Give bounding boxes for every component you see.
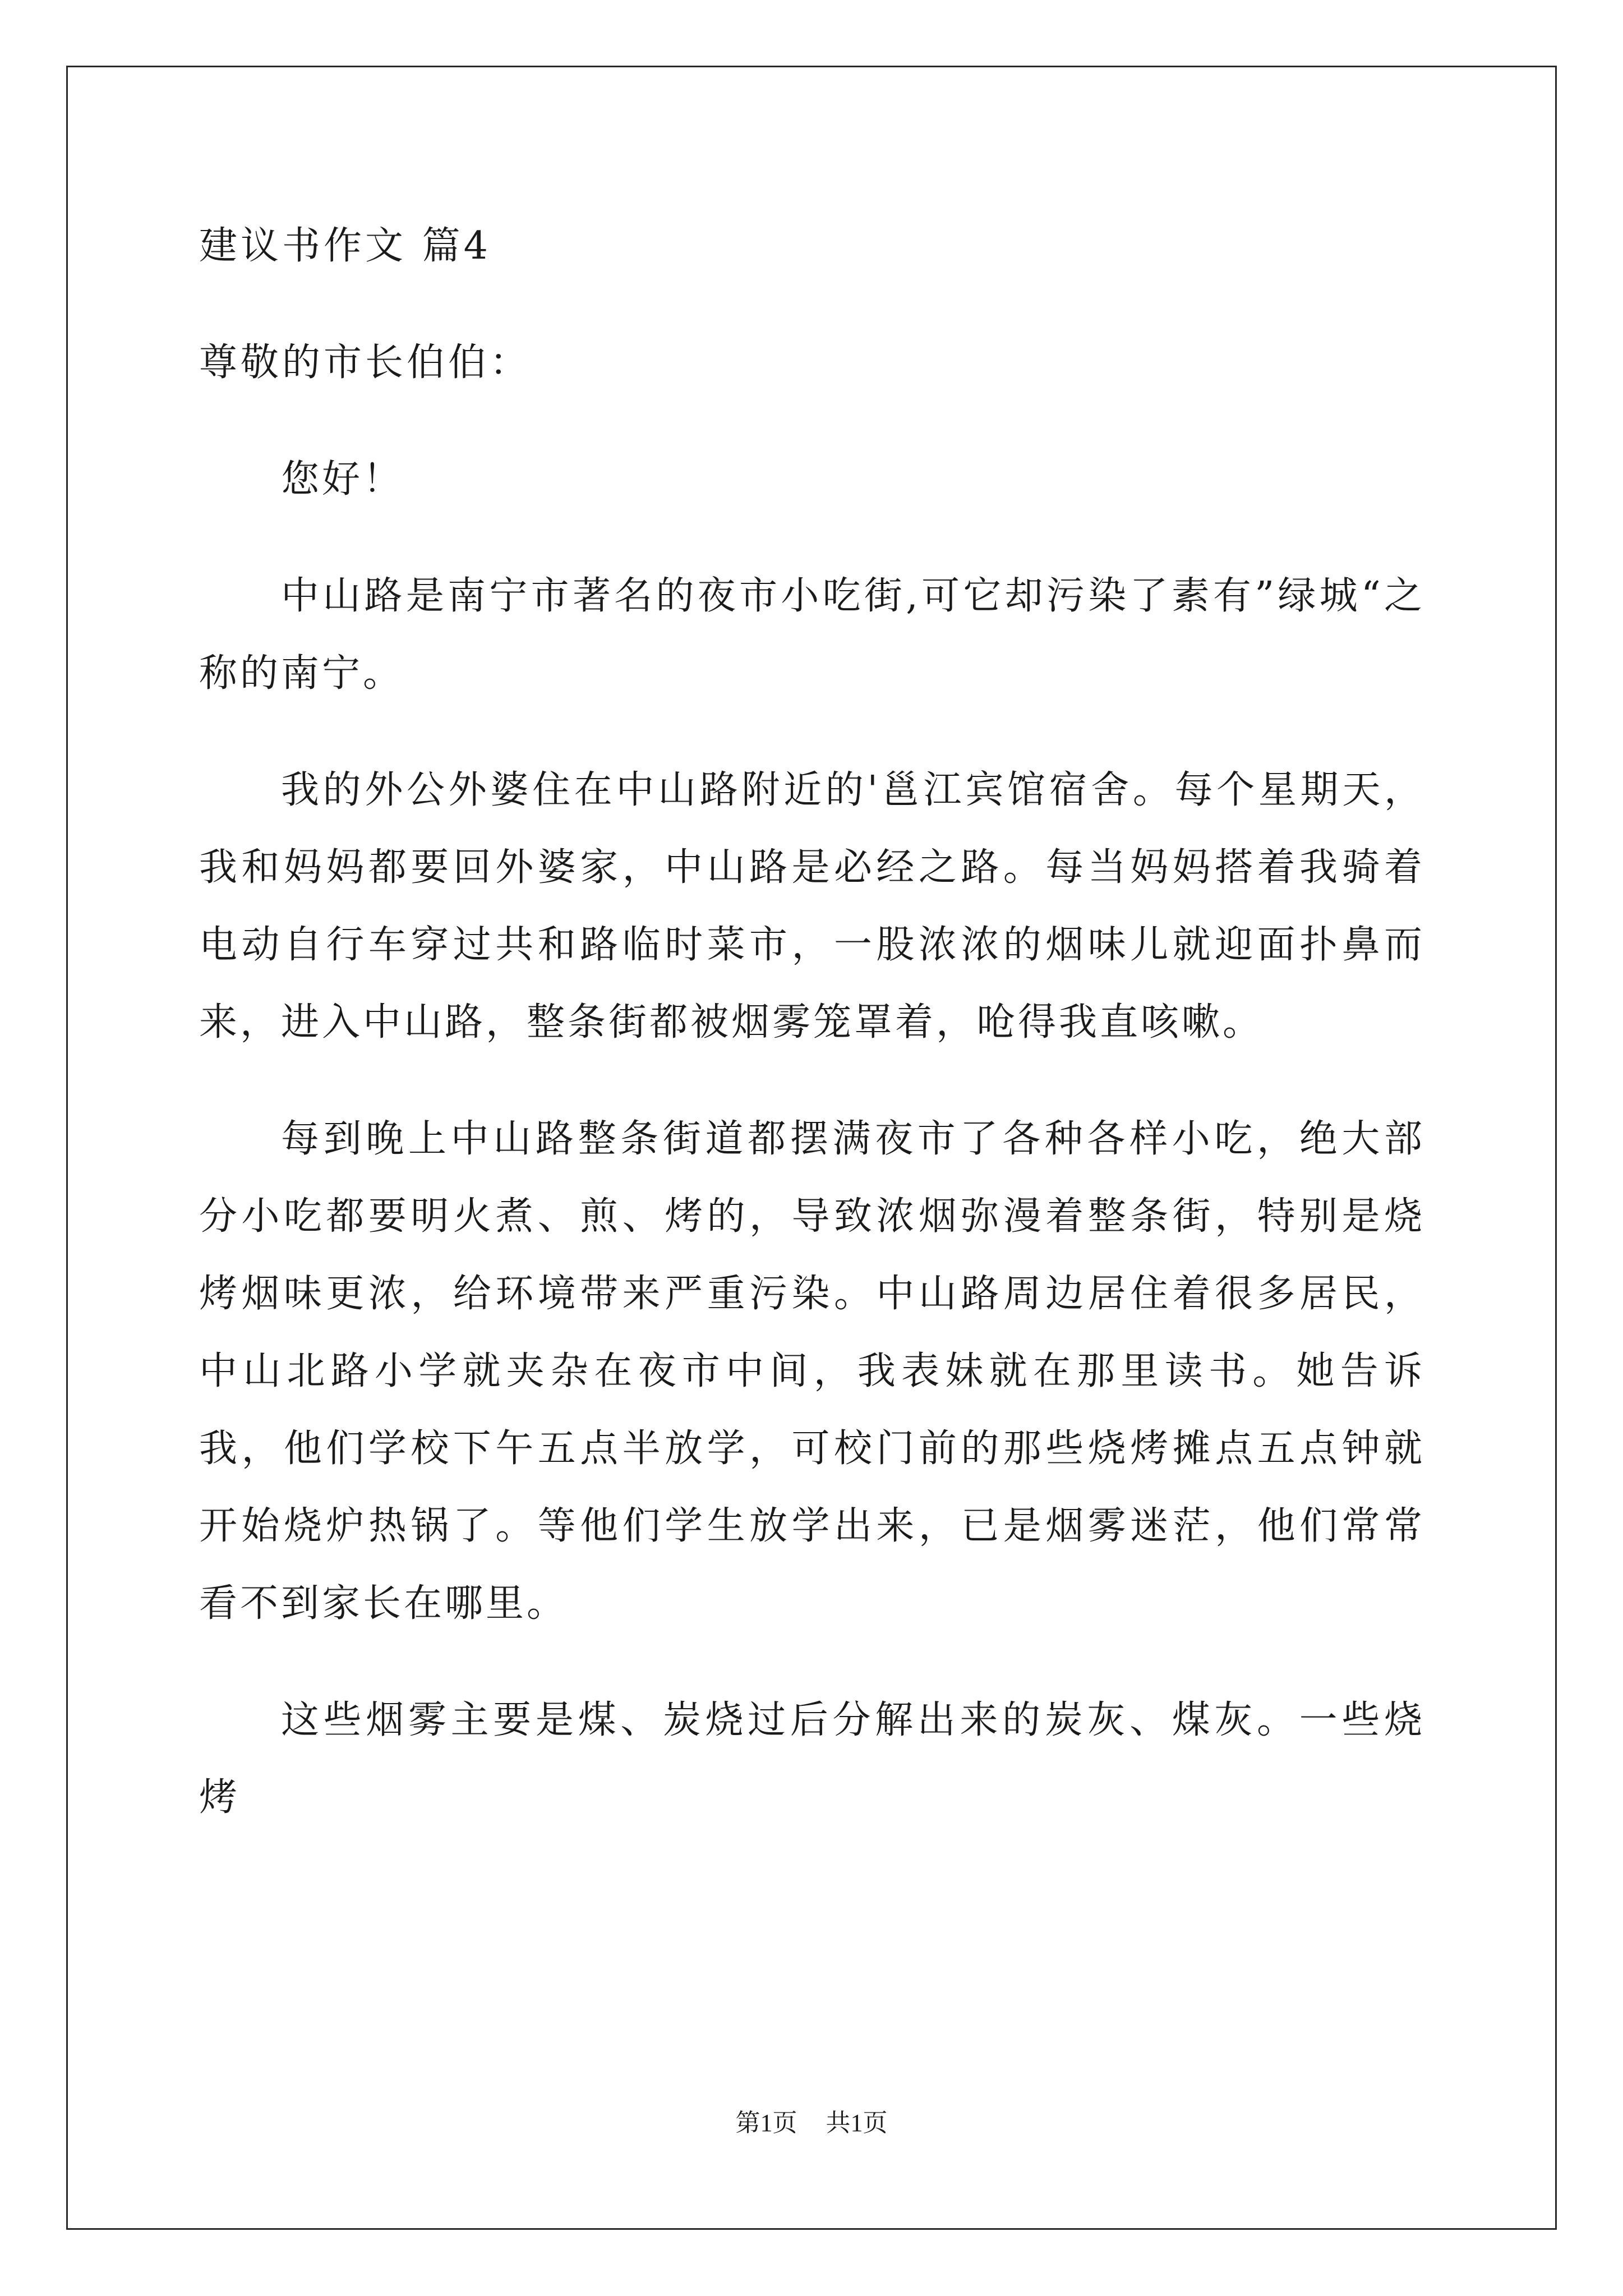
paragraph-3: 每到晚上中山路整条街道都摆满夜市了各种各样小吃，绝大部分小吃都要明火煮、煎、烤的，导致浓烟弥漫着整条街，特别是烧烤烟味更浓，给环境带来严重污染。中山路周边居住着很多居民，中山北路小学就夹杂在夜市中间，我表妹就在那里读书。她告诉我，他们学校下午五点半放学，可校门前的那些烧烤摊点五点钟就开始烧炉热锅了。等他们学生放学出来，已是烟雾迷茫，他们常常看不到家长在哪里。 [199,1117,1425,1626]
salutation: 尊敬的市长伯伯： [199,341,532,385]
page-total: 共1页 [826,2109,888,2137]
paragraph-2: 我的外公外婆住在中山路附近的'邕江宾馆宿舍。每个星期天，我和妈妈都要回外婆家，中山路是必经之路。每当妈妈搭着我骑着电动自行车穿过共和路临时菜市，一股浓浓的烟味儿就迎面扑鼻而来，进入中山路，整条街都被烟雾笼罩着，呛得我直咳嗽。 [199,768,1425,1045]
paragraph-4: 这些烟雾主要是煤、炭烧过后分解出来的炭灰、煤灰。一些烧烤 [199,1698,1425,1820]
document-body [199,208,1425,1837]
page-number: 第1页 [735,2109,797,2137]
page-footer [0,2102,1623,2138]
document-title: 建议书作文 篇4 [199,224,491,268]
greeting: 您好！ [281,457,404,501]
paragraph-1: 中山路是南宁市著名的夜市小吃街,可它却污染了素有”绿城“之称的南宁。 [199,574,1425,696]
